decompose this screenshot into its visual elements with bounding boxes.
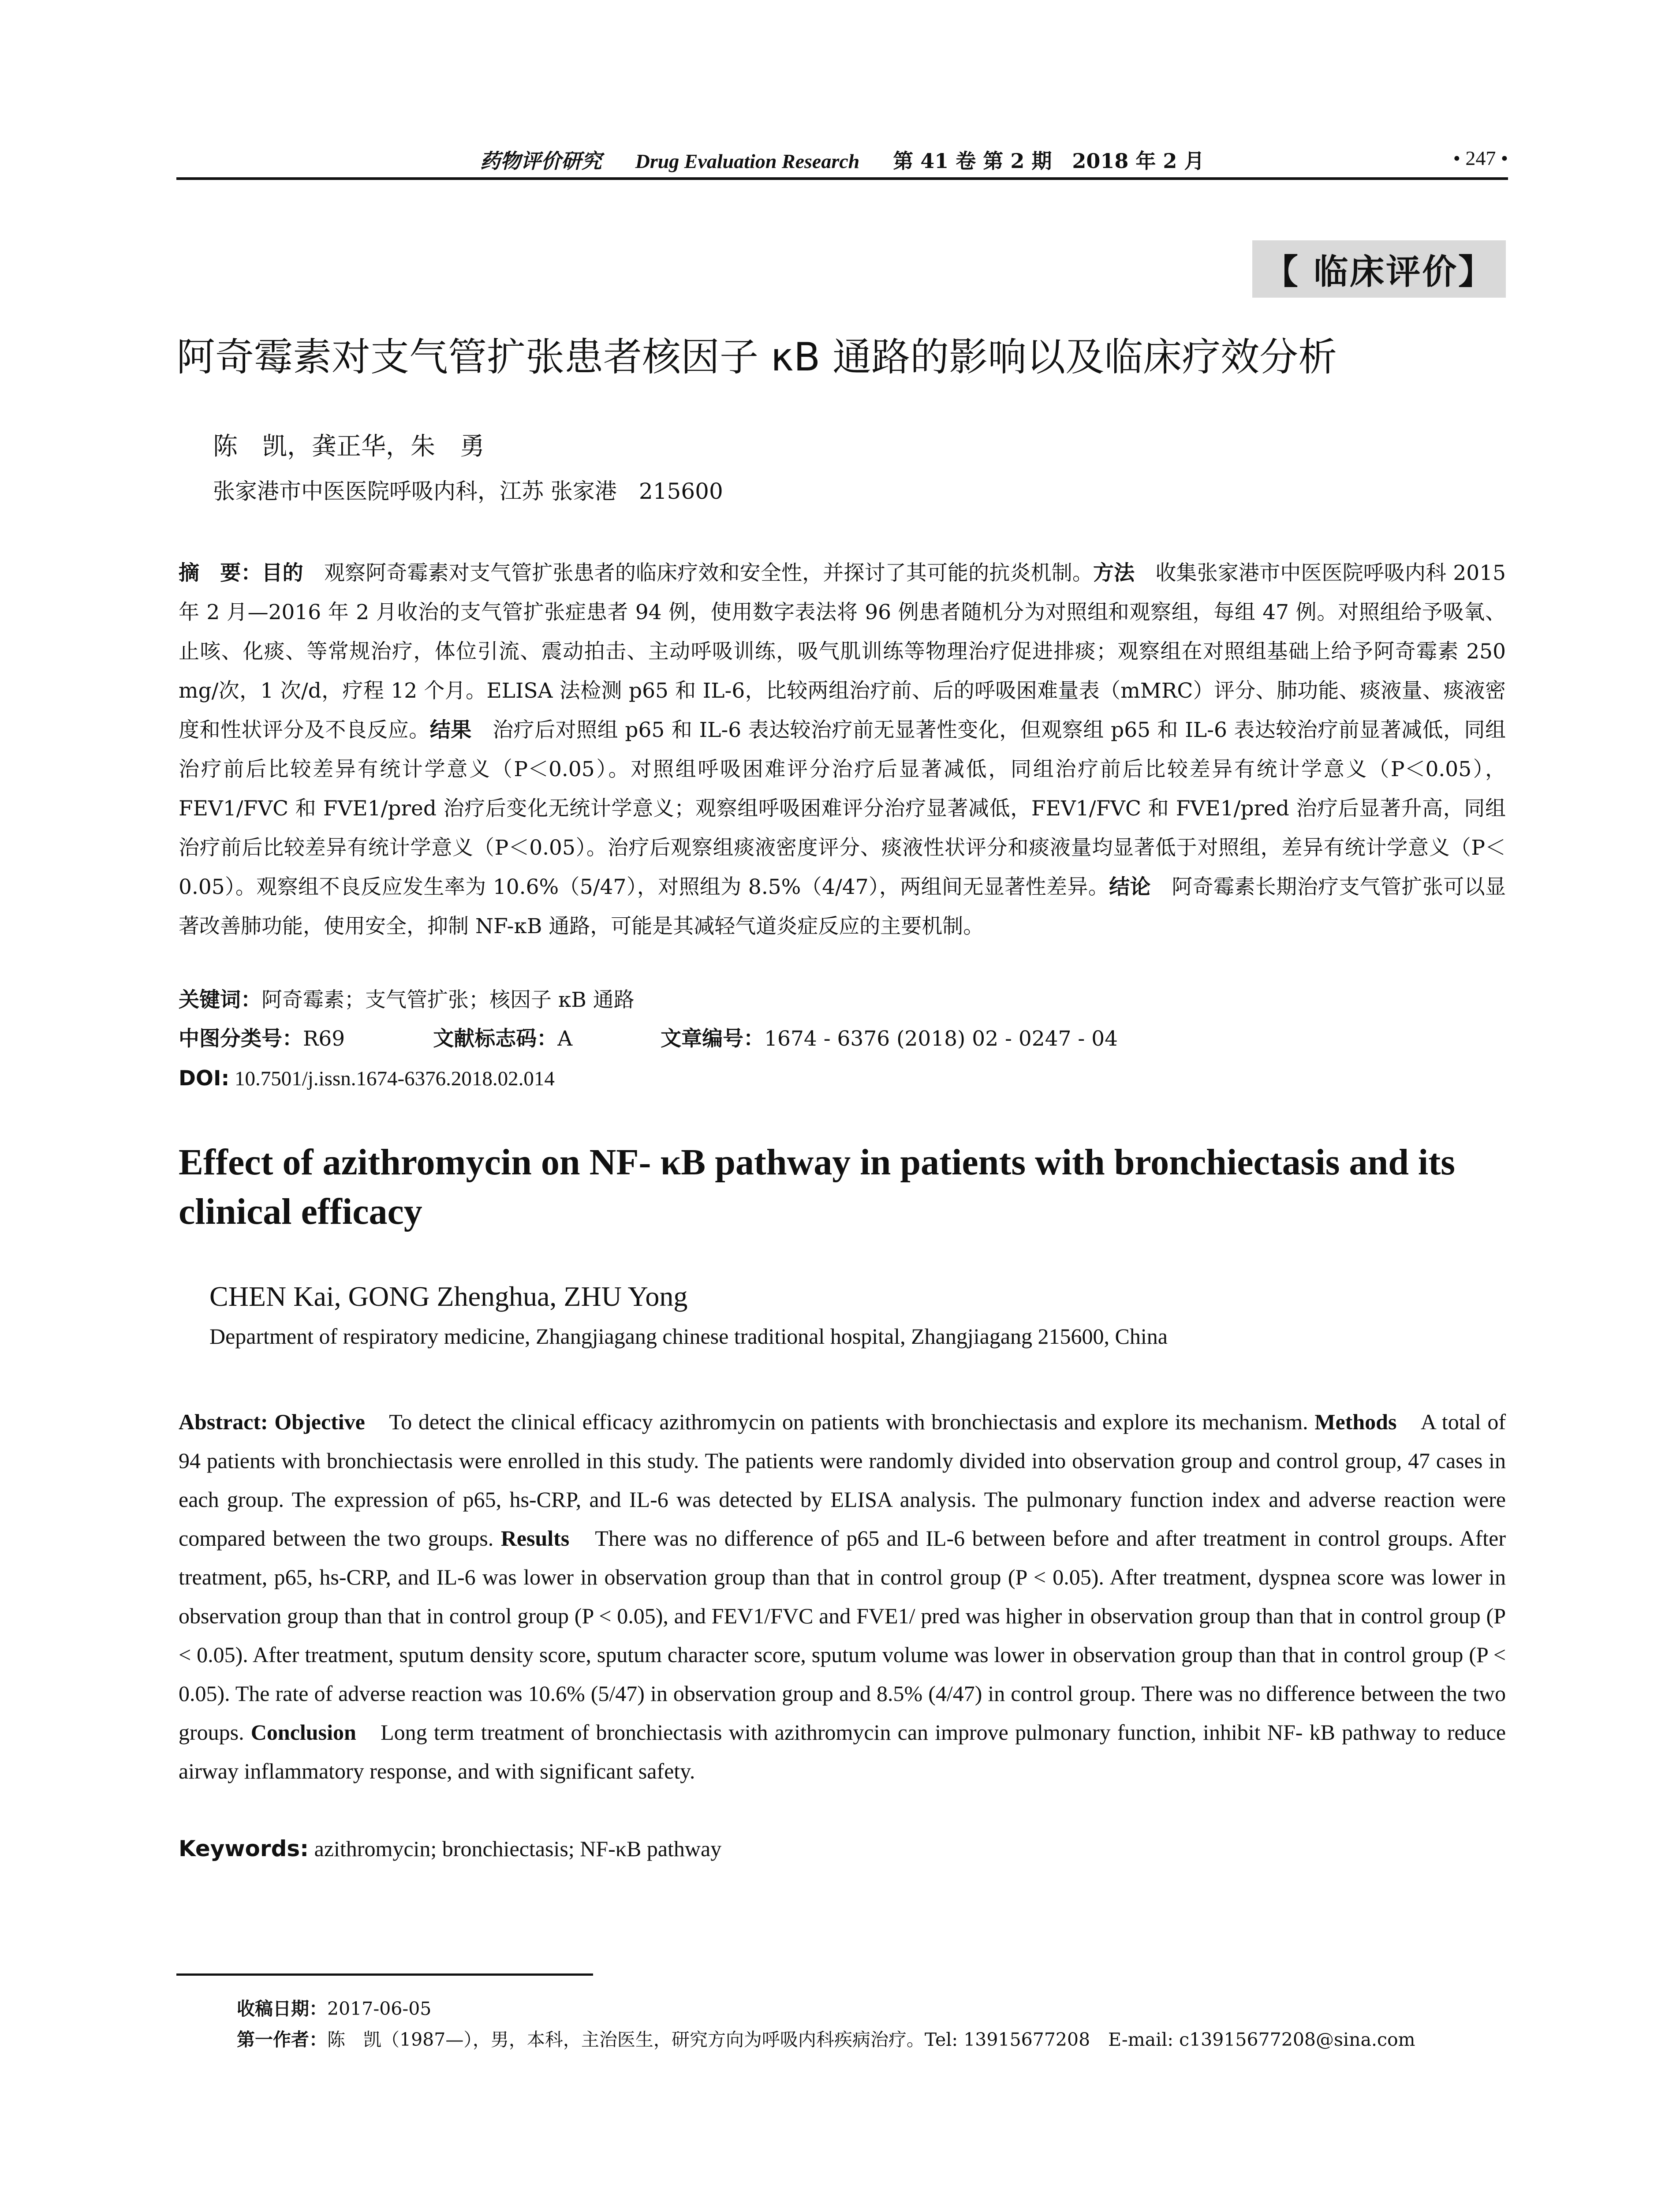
doi-value: 10.7501/j.issn.1674-6376.2018.02.014	[229, 1067, 555, 1090]
objective-text-cn: 观察阿奇霉素对支气管扩张患者的临床疗效和安全性，并探讨了其可能的抗炎机制。	[303, 561, 1093, 585]
authors-cn: 陈 凯，龚正华，朱 勇	[213, 432, 485, 461]
article-title-en: Effect of azithromycin on NF- κB pathway in patients with bronchiectasis and its clinical efficacy	[179, 1142, 1455, 1232]
abstract-cn	[179, 553, 1506, 946]
first-author-line	[237, 2024, 1415, 2055]
affiliation-cn: 张家港市中医医院呼吸内科，江苏 张家港 215600	[213, 478, 723, 504]
page-number: • 247 •	[1453, 147, 1508, 169]
conclusion-text-cn: 阿奇霉素长期治疗支气管扩张可以显著改善肺功能，使用安全，抑制 NF-κB 通路，可能是其减轻气道炎症反应的主要机制。	[179, 875, 1506, 938]
objective-label-cn: 目的	[261, 561, 303, 585]
objective-label-en: Objective	[268, 1409, 365, 1434]
journal-logo-cn: 药物评价研究	[480, 149, 602, 173]
keywords-label-en: Keywords:	[179, 1836, 309, 1861]
affiliation-en: Department of respiratory medicine, Zhangjiagang chinese traditional hospital, Zhangjiagang 215600, China	[209, 1324, 1168, 1349]
doc-code-label: 文献标志码：	[433, 1027, 558, 1051]
first-author-info: 陈 凯（1987—），男，本科，主治医生，研究方向为呼吸内科疾病治疗。Tel: 13915677208 E-mail: c13915677208@sina.com	[327, 2029, 1415, 2050]
methods-text-en: A total of 94 patients with bronchiectasis were enrolled in this study. The patients were randomly divided into observation group and control group, 47 cases in each group. The expression of p65, hs-CRP, and IL-6 was detected by ELISA analysis. The pulmonary function index and adverse reaction were compared between the two groups.	[179, 1409, 1506, 1551]
clc-label: 中图分类号：	[179, 1027, 303, 1051]
received-date-line	[237, 1993, 1415, 2024]
keywords-cn	[179, 987, 635, 1013]
conclusion-label-en: Conclusion	[250, 1720, 356, 1745]
methods-text-cn: 收集张家港市中医医院呼吸内科 2015 年 2 月—2016 年 2 月收治的支气管扩张症患者 94 例，使用数字表法将 96 例患者随机分为对照组和观察组，每组 47 例。对照组给予吸氧、止咳、化痰、等常规治疗，体位引流、震动拍击、主动呼吸训练，吸气肌训练等物理治疗促进排痰；观察组在对照组基础上给予阿奇霉素 250 mg/次，1 次/d，疗程 12 个月。ELISA 法检测 p65 和 IL-6，比较两组治疗前、后的呼吸困难量表（mMRC）评分、肺功能、痰液量、痰液密度和性状评分及不良反应。	[179, 561, 1506, 742]
results-label-cn: 结果	[429, 718, 472, 742]
doi-line	[179, 1065, 555, 1092]
footnote	[237, 1993, 1415, 2055]
methods-label-en: Methods	[1314, 1409, 1397, 1434]
clc-value: R69	[303, 1027, 345, 1051]
doi-label: DOI:	[179, 1066, 230, 1091]
conclusion-text-en: Long term treatment of bronchiectasis with azithromycin can improve pulmonary function, inhibit NF- kB pathway to reduce airway inflammatory response, and with significant safety.	[179, 1720, 1506, 1783]
journal-name-en: Drug Evaluation Research	[635, 150, 860, 172]
authors-en: CHEN Kai, GONG Zhenghua, ZHU Yong	[209, 1281, 688, 1312]
objective-text-en: To detect the clinical efficacy azithromycin on patients with bronchiectasis and explore its mechanism.	[365, 1409, 1315, 1434]
header-journal-line	[480, 145, 1205, 174]
keywords-text-cn: 阿奇霉素；支气管扩张；核因子 κB 通路	[261, 988, 635, 1012]
section-tag: 【 临床评价】	[1252, 240, 1506, 298]
methods-label-cn: 方法	[1093, 561, 1135, 585]
first-author-label: 第一作者：	[237, 2029, 327, 2050]
received-label: 收稿日期：	[237, 1998, 327, 2019]
article-id-value: 1674 - 6376 (2018) 02 - 0247 - 04	[764, 1027, 1118, 1051]
abstract-en	[179, 1402, 1506, 1790]
doc-code-value: A	[557, 1027, 573, 1051]
conclusion-label-cn: 结论	[1109, 875, 1151, 899]
received-date: 2017-06-05	[327, 1998, 432, 2019]
issue-info: 第 41 卷 第 2 期 2018 年 2 月	[893, 149, 1205, 173]
keywords-label-cn: 关键词：	[179, 988, 261, 1012]
article-title-cn: 阿奇霉素对支气管扩张患者核因子 κB 通路的影响以及临床疗效分析	[176, 334, 1337, 380]
keywords-en	[179, 1835, 721, 1863]
running-header	[176, 142, 1508, 180]
footnote-divider	[176, 1973, 593, 1976]
keywords-text-en: azithromycin; bronchiectasis; NF-κB pathway	[309, 1836, 722, 1861]
abstract-label-en: Abstract:	[179, 1409, 268, 1434]
results-text-en: There was no difference of p65 and IL-6 between before and after treatment in control groups. After treatment, p65, hs-CRP, and IL-6 was lower in observation group than that in control group (P < 0.05). After treatment, dyspnea score was lower in observation group than that in control group (P < 0.05), and FEV1/FVC and FVE1/ pred was higher in observation group than that in control group (P < 0.05). After treatment, sputum density score, sputum character score, sputum volume was lower in observation group than that in control group (P < 0.05). The rate of adverse reaction was 10.6% (5/47) in observation group and 8.5% (4/47) in control group. There was no difference between the two groups.	[179, 1526, 1506, 1745]
article-id-label: 文章编号：	[661, 1027, 765, 1051]
results-label-en: Results	[500, 1526, 570, 1551]
results-text-cn: 治疗后对照组 p65 和 IL-6 表达较治疗前无显著性变化，但观察组 p65 和 IL-6 表达较治疗前显著减低，同组治疗前后比较差异有统计学意义（P＜0.05）。对照组呼吸困难评分治疗后显著减低，同组治疗前后比较差异有统计学意义（P＜0.05），FEV1/FVC 和 FVE1/pred 治疗后变化无统计学意义；观察组呼吸困难评分治疗显著减低，FEV1/FVC 和 FVE1/pred 治疗后显著升高，同组治疗前后比较差异有统计学意义（P＜0.05）。治疗后观察组痰液密度评分、痰液性状评分和痰液量均显著低于对照组，差异有统计学意义（P＜0.05）。观察组不良反应发生率为 10.6%（5/47），对照组为 8.5%（4/47），两组间无显著性差异。	[179, 718, 1506, 899]
classification-line	[179, 1026, 1118, 1052]
abstract-label-cn: 摘 要：	[179, 561, 262, 585]
